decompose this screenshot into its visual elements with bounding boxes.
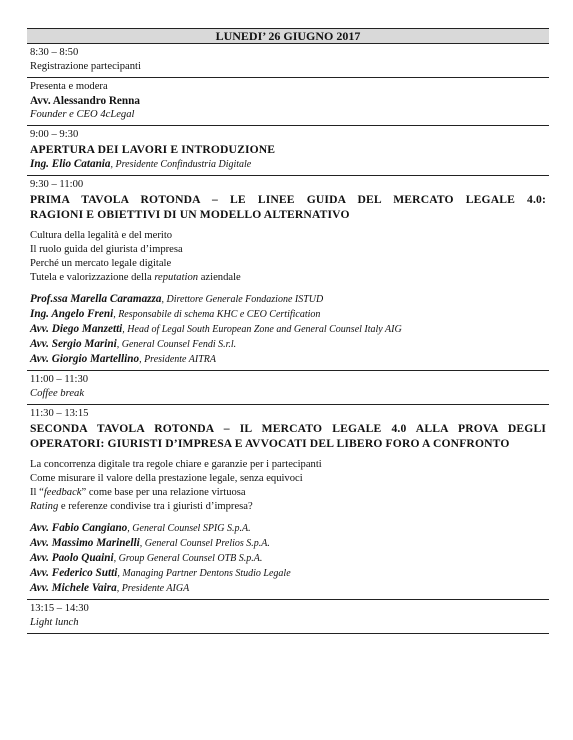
coffee-text: Coffee break	[30, 388, 85, 399]
speaker-name: Avv. Diego Manzetti	[30, 323, 123, 335]
topic-text: ” come base per una relazione virtuosa	[81, 487, 246, 498]
speaker-role: , Responsabile di schema KHC e CEO Certification	[113, 309, 321, 320]
speaker-role: , Managing Partner Dentons Studio Legale	[117, 568, 291, 579]
speaker-name: Avv. Massimo Marinelli	[30, 537, 140, 549]
panel2-topic	[30, 486, 546, 500]
panel2-topic: La concorrenza digitale tra regole chiare e garanzie per i partecipanti	[30, 459, 322, 470]
topic-italic: feedback	[43, 487, 82, 498]
moderator-role: Founder e CEO 4cLegal	[30, 109, 135, 120]
speaker-role: , Direttore Generale Fondazione ISTUD	[161, 294, 324, 305]
opening-section	[27, 126, 549, 176]
panel1-speaker	[30, 292, 546, 307]
registration-text: Registrazione partecipanti	[30, 61, 141, 72]
panel2-speaker	[30, 581, 546, 596]
panel2-section	[27, 405, 549, 600]
panel2-time: 11:30 – 13:15	[30, 408, 89, 419]
registration-section	[27, 44, 549, 78]
panel1-topic: Cultura della legalità e del merito	[30, 230, 173, 241]
panel2-title-line2: OPERATORI: GIURISTI D’IMPRESA E AVVOCATI DEL LIBERO FORO A CONFRONTO	[30, 437, 510, 450]
topic-text: Tutela e valorizzazione della	[30, 272, 155, 283]
topic-text: Il “	[30, 487, 44, 498]
panel1-topic: Perché un mercato legale digitale	[30, 258, 172, 269]
lunch-time: 13:15 – 14:30	[30, 603, 89, 614]
coffee-time: 11:00 – 11:30	[30, 374, 89, 385]
panel1-time: 9:30 – 11:00	[30, 179, 84, 190]
panel1-topic: Il ruolo guida del giurista d’impresa	[30, 244, 183, 255]
speaker-role: , Presidente Confindustria Digitale	[110, 159, 252, 170]
panel1-speaker	[30, 337, 546, 352]
speaker-role: , General Counsel Prelios S.p.A.	[139, 538, 270, 549]
coffee-section	[27, 371, 549, 405]
opening-speaker	[30, 157, 546, 172]
speaker-name: Avv. Giorgio Martellino	[30, 353, 140, 365]
speaker-name: Ing. Angelo Freni	[30, 308, 114, 320]
speaker-name: Prof.ssa Marella Caramazza	[30, 293, 162, 305]
date-header: LUNEDI’ 26 GIUGNO 2017	[27, 28, 549, 44]
panel1-topic	[30, 271, 546, 285]
topic-italic: reputation	[154, 272, 199, 283]
topic-italic: Rating	[30, 501, 59, 512]
speaker-role: , Presidente AIGA	[116, 583, 190, 594]
speaker-name: Avv. Michele Vaira	[30, 582, 117, 594]
panel1-speaker	[30, 352, 546, 367]
panel1-title-line2: RAGIONI E OBIETTIVI DI UN MODELLO ALTERNATIVO	[30, 208, 350, 221]
speaker-name: Avv. Federico Sutti	[30, 567, 118, 579]
speaker-name: Avv. Fabio Cangiano	[30, 522, 128, 534]
panel2-topic: Come misurare il valore della prestazione legale, senza equivoci	[30, 473, 303, 484]
panel1-section	[27, 176, 549, 371]
speaker-role: , General Counsel SPIG S.p.A.	[127, 523, 251, 534]
speaker-role: , General Counsel Fendi S.r.l.	[116, 339, 237, 350]
panel1-speaker	[30, 322, 546, 337]
panel2-topic	[30, 500, 546, 514]
speaker-name: Avv. Paolo Quaini	[30, 552, 114, 564]
speaker-role: , Head of Legal South European Zone and General Counsel Italy AIG	[122, 324, 402, 335]
panel1-title-line1: PRIMA TAVOLA ROTONDA – LE LINEE GUIDA DEL MERCATO LEGALE 4.0:	[30, 193, 546, 206]
panel2-speaker	[30, 551, 546, 566]
panel2-speaker	[30, 536, 546, 551]
panel2-title-line1: SECONDA TAVOLA ROTONDA – IL MERCATO LEGALE 4.0 ALLA PROVA DEGLI	[30, 422, 546, 435]
panel2-speaker	[30, 521, 546, 536]
speaker-name: Ing. Elio Catania	[30, 158, 111, 170]
opening-title: APERTURA DEI LAVORI E INTRODUZIONE	[30, 143, 276, 156]
registration-time: 8:30 – 8:50	[30, 47, 79, 58]
topic-text: aziendale	[198, 272, 241, 283]
speaker-role: , Presidente AITRA	[139, 354, 217, 365]
panel1-speaker	[30, 307, 546, 322]
speaker-role: , Group General Counsel OTB S.p.A.	[113, 553, 263, 564]
lunch-text: Light lunch	[30, 617, 79, 628]
moderator-name: Avv. Alessandro Renna	[30, 95, 140, 107]
moderator-label: Presenta e modera	[30, 81, 108, 92]
panel2-speaker	[30, 566, 546, 581]
moderator-section	[27, 78, 549, 126]
topic-text: e referenze condivise tra i giuristi d’impresa?	[58, 501, 253, 512]
lunch-section	[27, 600, 549, 634]
opening-time: 9:00 – 9:30	[30, 129, 79, 140]
agenda-sheet	[27, 28, 549, 634]
speaker-name: Avv. Sergio Marini	[30, 338, 117, 350]
